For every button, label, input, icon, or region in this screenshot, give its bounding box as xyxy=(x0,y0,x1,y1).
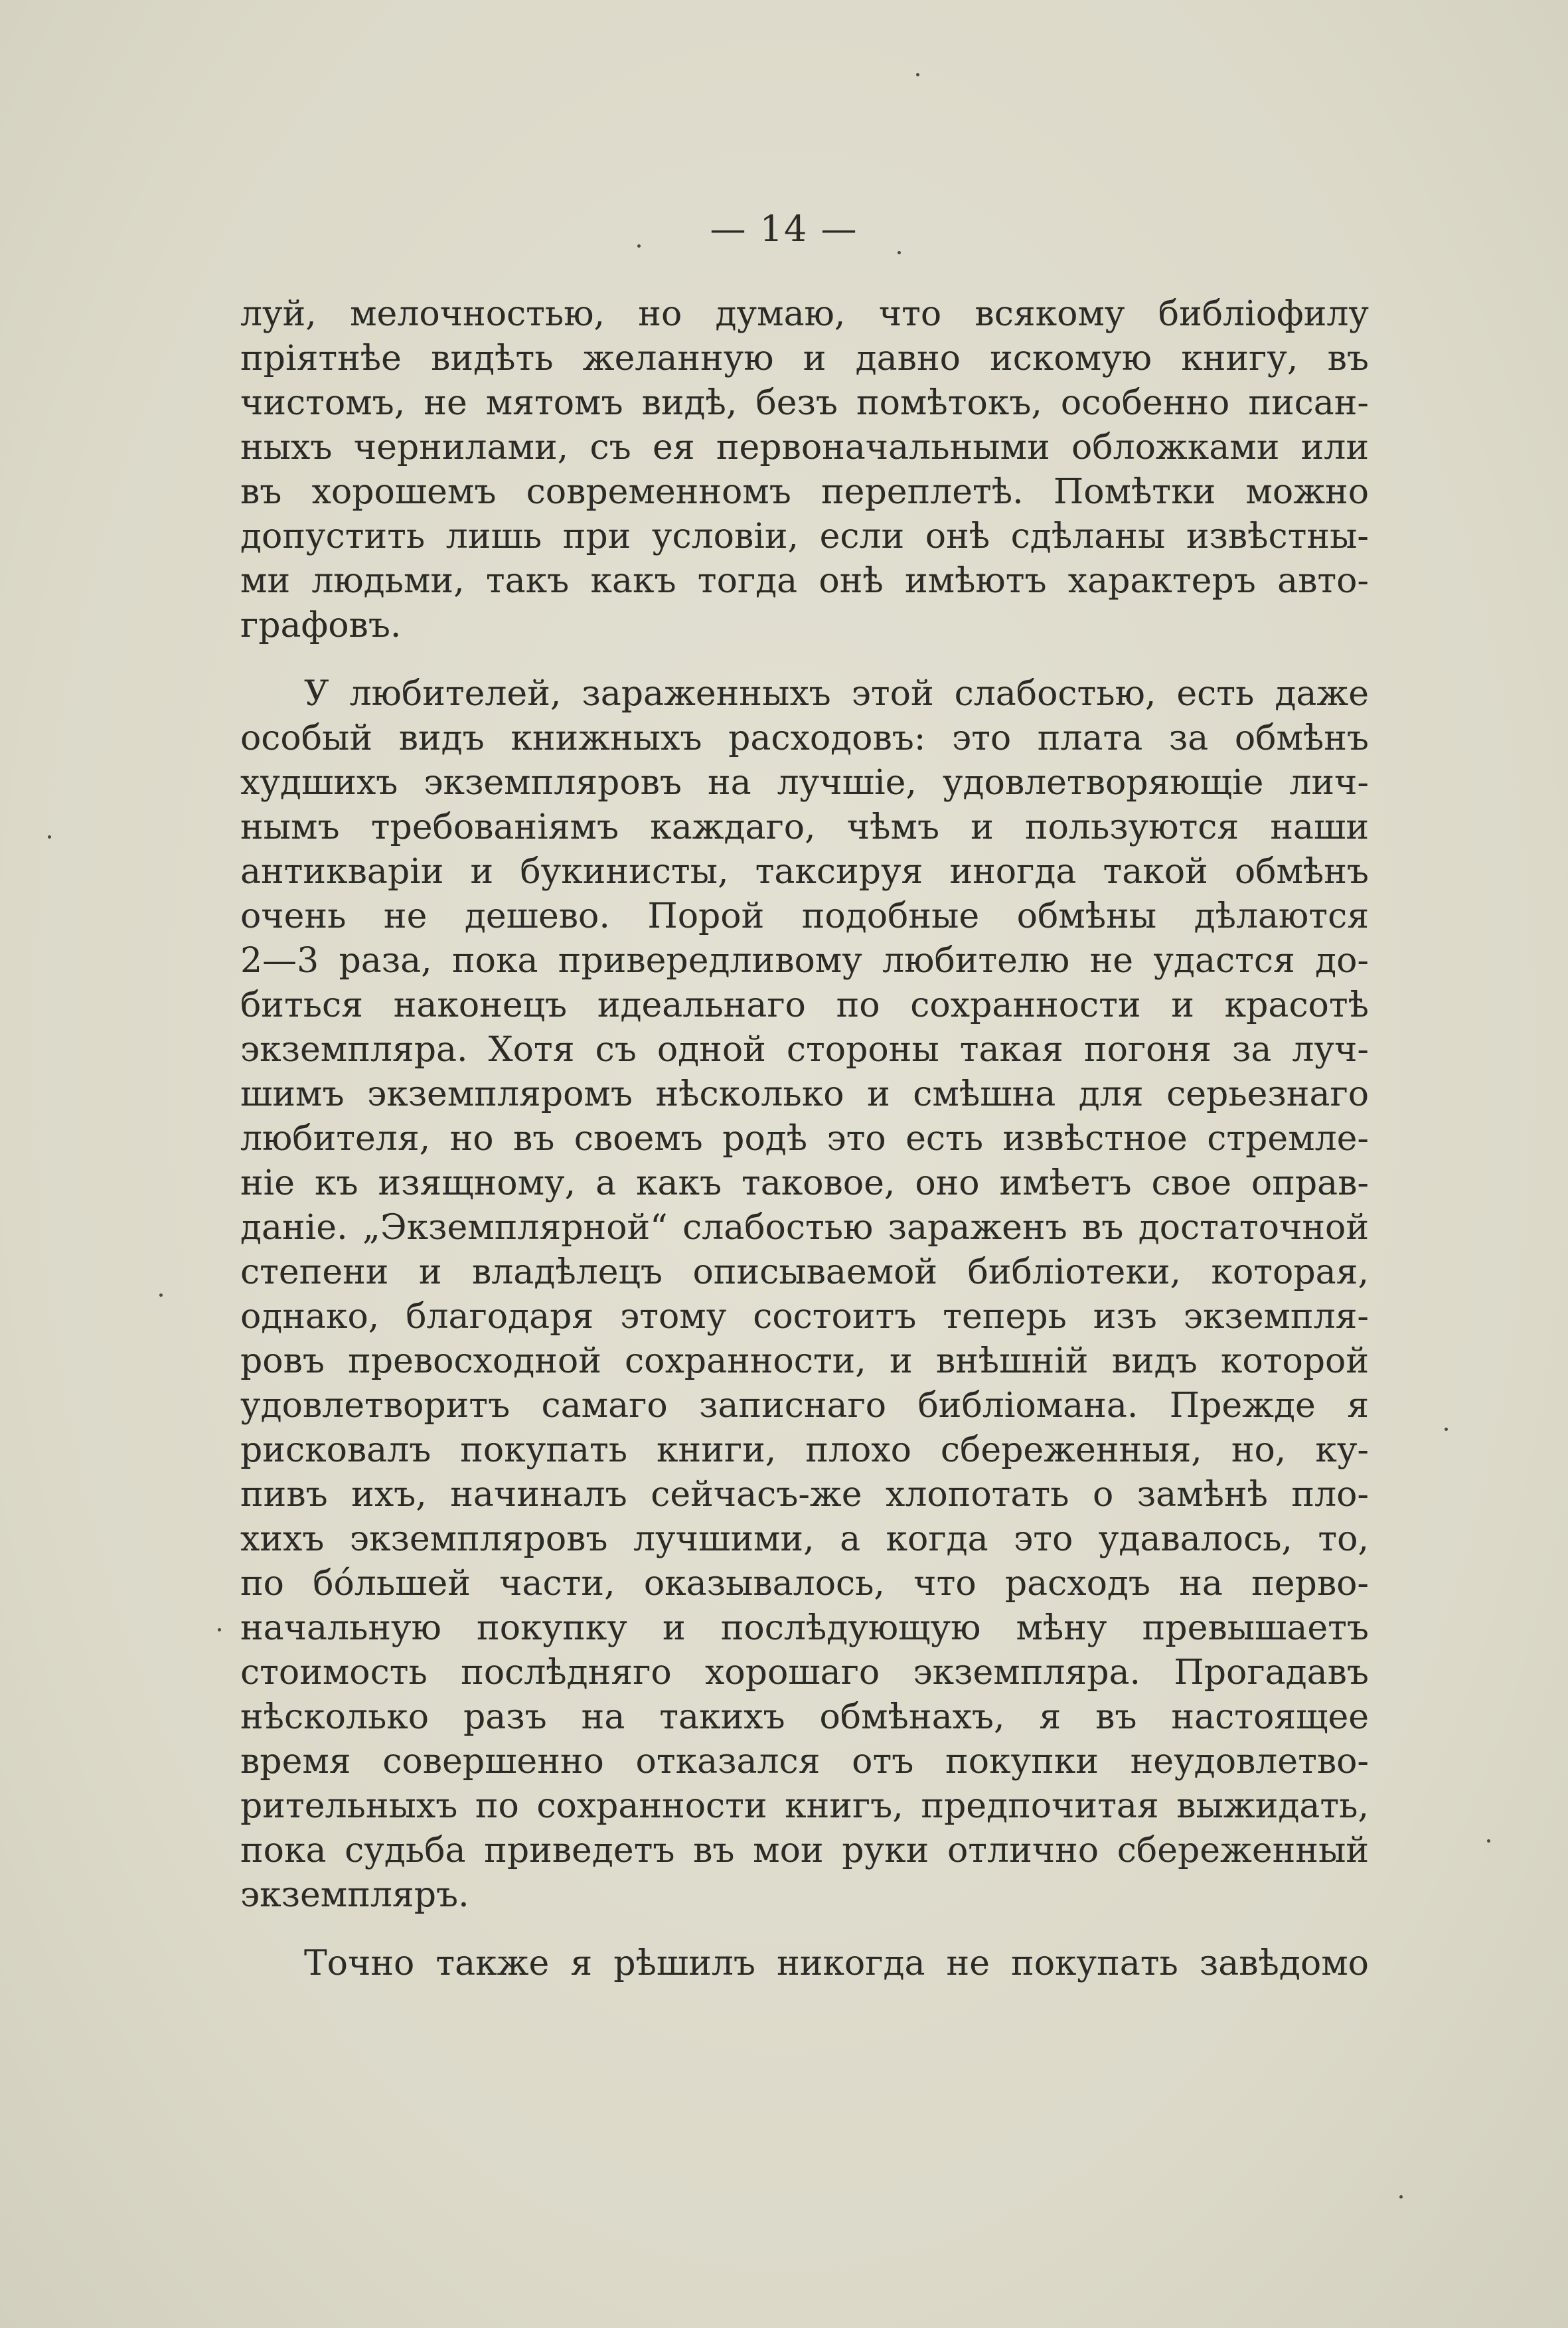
text-line: рисковалъ покупать книги, плохо сбереженныя, но, ку- xyxy=(240,1430,1369,1470)
scan-speck xyxy=(159,1293,163,1297)
text-line: шимъ экземпляромъ нѣсколько и смѣшна для серьезнаго xyxy=(240,1074,1369,1114)
text-line: экземпляра. Хотя съ одной стороны такая погоня за луч- xyxy=(240,1030,1369,1070)
text-line: чистомъ, не мятомъ видѣ, безъ помѣтокъ, особенно писан- xyxy=(240,383,1369,423)
text-line: хихъ экземпляровъ лучшими, а когда это удавалось, то, xyxy=(240,1519,1369,1559)
paragraph xyxy=(240,1942,1369,1986)
text-line: по бóльшей части, оказывалось, что расходъ на перво- xyxy=(240,1564,1369,1604)
text-line: ми людьми, такъ какъ тогда онѣ имѣютъ характеръ авто- xyxy=(240,561,1369,601)
text-line: удовлетворитъ самаго записнаго библіомана. Прежде я xyxy=(240,1386,1369,1426)
text-line: очень не дешево. Порой подобные обмѣны дѣлаются xyxy=(240,896,1369,936)
text-line: 2—3 раза, пока привередливому любителю не удастся до- xyxy=(240,941,1369,981)
text-line: рительныхъ по сохранности книгъ, предпочитая выжидать, xyxy=(240,1786,1369,1826)
text-line: особый видъ книжныхъ расходовъ: это плата за обмѣнъ xyxy=(240,718,1369,758)
text-line: антикваріи и букинисты, таксируя иногда такой обмѣнъ xyxy=(240,852,1369,892)
text-line: ровъ превосходной сохранности, и внѣшній видъ которой xyxy=(240,1341,1369,1381)
scan-speck xyxy=(48,835,51,839)
text-line: биться наконецъ идеальнаго по сохранности и красотѣ xyxy=(240,985,1369,1025)
scan-speck xyxy=(1487,1839,1490,1843)
text-line: стоимость послѣдняго хорошаго экземпляра. Прогадавъ xyxy=(240,1653,1369,1693)
text-line: худшихъ экземпляровъ на лучшіе, удовлетворяющіе лич- xyxy=(240,763,1369,803)
body-text xyxy=(240,292,1369,1986)
text-line: ніе къ изящному, а какъ таковое, оно имѣетъ свое оправ- xyxy=(240,1163,1369,1203)
paragraph xyxy=(240,672,1369,1918)
text-line: пока судьба приведетъ въ мои руки отлично сбереженный xyxy=(240,1831,1369,1871)
text-line: пивъ ихъ, начиналъ сейчасъ-же хлопотать о замѣнѣ пло- xyxy=(240,1475,1369,1515)
scan-speck xyxy=(218,1628,221,1631)
text-line: однако, благодаря этому состоитъ теперь изъ экземпля- xyxy=(240,1297,1369,1337)
scan-speck xyxy=(1445,1428,1448,1431)
paragraph xyxy=(240,292,1369,648)
scan-speck xyxy=(916,73,919,76)
text-line: время совершенно отказался отъ покупки неудовлетво- xyxy=(240,1742,1369,1782)
scan-speck xyxy=(637,244,641,248)
text-line: нѣсколько разъ на такихъ обмѣнахъ, я въ настоящее xyxy=(240,1697,1369,1737)
text-line: даніе. „Экземплярной“ слабостью зараженъ въ достаточной xyxy=(240,1208,1369,1248)
scan-speck xyxy=(898,251,901,254)
page-number: — 14 — xyxy=(710,208,858,250)
text-line: нымъ требованіямъ каждаго, чѣмъ и пользуются наши xyxy=(240,807,1369,847)
text-line: графовъ. xyxy=(240,606,402,645)
text-line: экземпляръ. xyxy=(240,1875,469,1915)
text-line: въ хорошемъ современномъ переплетѣ. Помѣтки можно xyxy=(240,472,1369,512)
text-line: У любителей, зараженныхъ этой слабостью, есть даже xyxy=(304,674,1369,714)
text-line: ныхъ чернилами, съ ея первоначальными обложками или xyxy=(240,428,1369,467)
text-line: допустить лишь при условіи, если онѣ сдѣланы извѣстны- xyxy=(240,517,1369,556)
text-line: Точно также я рѣшилъ никогда не покупать завѣдомо xyxy=(304,1944,1369,1983)
text-line: луй, мелочностью, но думаю, что всякому библіофилу xyxy=(240,294,1369,334)
text-line: степени и владѣлецъ описываемой библіотеки, которая, xyxy=(240,1252,1369,1292)
text-line: начальную покупку и послѣдующую мѣну превышаетъ xyxy=(240,1608,1369,1648)
text-line: пріятнѣе видѣть желанную и давно искомую книгу, въ xyxy=(240,339,1369,378)
text-line: любителя, но въ своемъ родѣ это есть извѣстное стремле- xyxy=(240,1119,1369,1159)
scan-speck xyxy=(1399,2195,1403,2199)
